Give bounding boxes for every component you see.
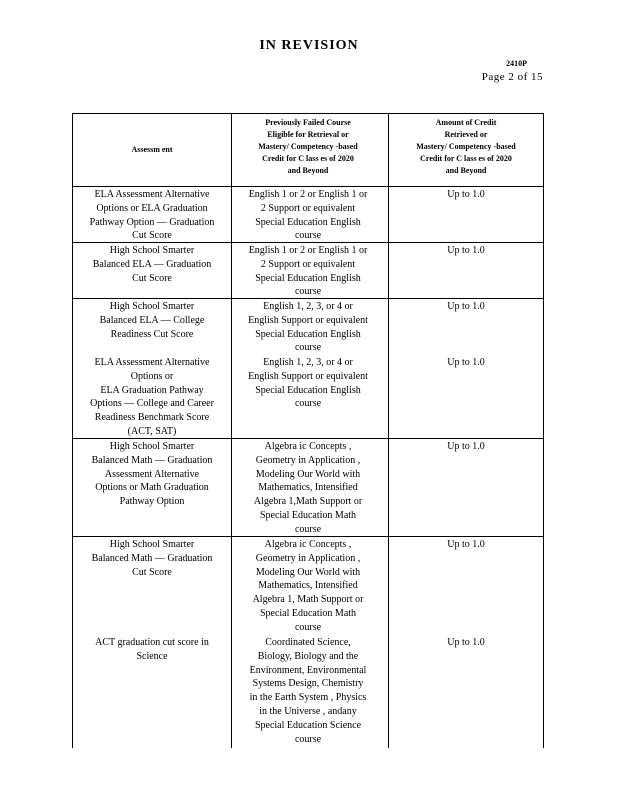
column-divider [388,114,389,748]
assessment-cell: ELA Assessment Alternative Options or ELA Graduation Pathway Option — Graduation Cut Score [89,189,215,242]
course-cell: English 1 or 2 or English 1 or 2 Support or equivalent Special Education English course [248,189,368,242]
credit-amount-cell: Up to 1.0 [447,357,485,368]
course-cell: English 1, 2, 3, or 4 or English Support or equivalent Special Education English course [248,357,368,410]
assessment-cell: High School Smarter Balanced Math — Graduation Assessment Alternative Options or Math Graduation Pathway Option [91,441,213,508]
header-divider [73,186,543,187]
course-cell: Coordinated Science, Biology, Biology and the Environment, Environmental Systems Design, Chemistry in the Earth System , Physics in the Universe , andany Special Education Science course [249,637,367,745]
course-cell: Algebra ic Concepts , Geometry in Application , Modeling Our World with Mathematics, Intensified Algebra 1,Math Support or Special Education Math course [253,441,363,535]
header-amount-of-credit: Amount of Credit Retrieved or Mastery/ Competency -based Credit for C lass es of 2020 and Beyond [416,118,516,175]
assessment-cell: ELA Assessment Alternative Options or ELA Graduation Pathway Options — College and Career Readiness Benchmark Score (ACT, SAT) [90,357,214,437]
header-assessment: Assessm ent [131,145,173,154]
credit-amount-cell: Up to 1.0 [447,637,485,648]
credit-amount-cell: Up to 1.0 [447,245,485,256]
column-divider [231,114,232,748]
credit-amount-cell: Up to 1.0 [447,189,485,200]
credit-amount-cell: Up to 1.0 [447,441,485,452]
assessment-cell: High School Smarter Balanced ELA — College Readiness Cut Score [99,301,205,340]
revision-status-title: IN REVISION [259,38,359,53]
course-cell: Algebra ic Concepts , Geometry in Application , Modeling Our World with Mathematics, Intensified Algebra 1, Math Support or Special Education Math course [252,539,364,633]
credit-amount-cell: Up to 1.0 [447,301,485,312]
header-previously-failed-course: Previously Failed Course Eligible for Retrieval or Mastery/ Competency -based Credit for C lass es of 2020 and Beyond [258,118,358,175]
page-number: Page 2 of 15 [481,71,543,83]
course-cell: English 1, 2, 3, or 4 or English Support or equivalent Special Education English course [248,301,368,354]
course-cell: English 1 or 2 or English 1 or 2 Support or equivalent Special Education English course [248,245,368,298]
assessment-cell: High School Smarter Balanced ELA — Graduation Cut Score [92,245,212,284]
credit-retrieval-table [72,113,544,748]
credit-amount-cell: Up to 1.0 [447,539,485,550]
assessment-cell: ACT graduation cut score in Science [95,637,209,662]
document-code: 2410P [506,59,527,68]
assessment-cell: High School Smarter Balanced Math — Graduation Cut Score [91,539,213,578]
